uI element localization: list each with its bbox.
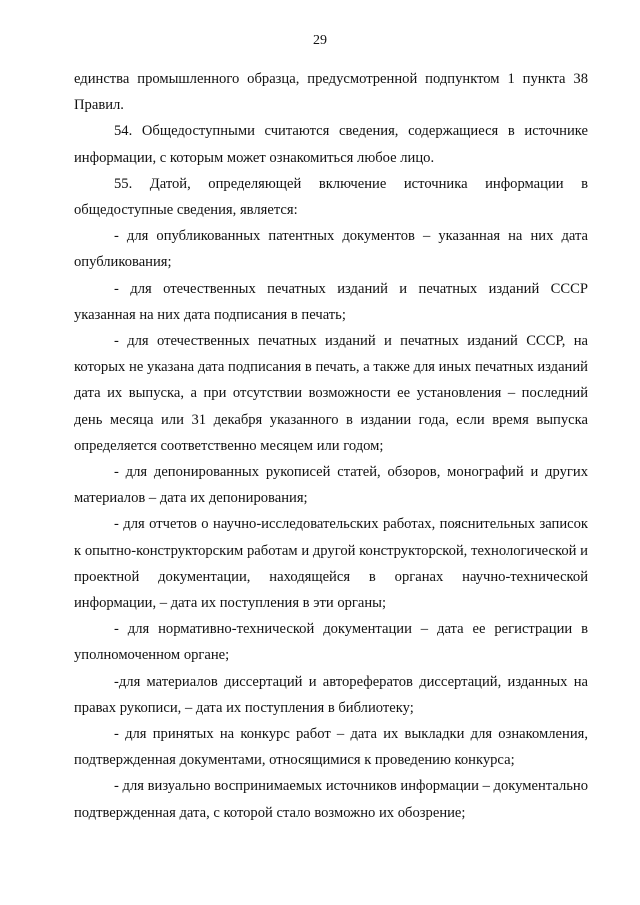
- paragraph-55: 55. Датой, определяющей включение источника информации в общедоступные сведения, является:: [74, 175, 588, 219]
- list-item-patent-documents: - для опубликованных патентных документов – указанная на них дата опубликования;: [74, 228, 588, 271]
- list-item-domestic-publications: - для отечественных печатных изданий и печатных изданий СССР указанная на них дата подписания в печать;: [74, 280, 588, 323]
- page-number: 29: [313, 33, 327, 48]
- paragraph-54: 54. Общедоступными считаются сведения, содержащиеся в источнике информации, с которым может ознакомиться любое лицо.: [74, 123, 588, 166]
- list-item-dissertations: -для материалов диссертаций и авторефератов диссертаций, изданных на правах рукописи, – дата их поступления в библиотеку;: [74, 673, 588, 716]
- list-item-normative-documentation: - для нормативно-технической документации – дата ее регистрации в уполномоченном органе;: [74, 621, 588, 664]
- list-item-competition-works: - для принятых на конкурс работ – дата их выкладки для ознакомления, подтвержденная документами, относящимися к проведению конкурса;: [74, 726, 588, 769]
- list-item-visual-sources: - для визуально воспринимаемых источников информации – документально подтвержденная дата, с которой стало возможно их обозрение;: [74, 778, 588, 821]
- list-item-deposited-manuscripts: - для депонированных рукописей статей, обзоров, монографий и других материалов – дата их депонирования;: [74, 464, 588, 507]
- list-item-undated-publications: - для отечественных печатных изданий и печатных изданий СССР, на которых не указана дата подписания в печать, а также для иных печатных изданий дата их выпуска, а при отсутствии возможности ее установления – последний день месяца или 31 декабря указанного в издании года, если время выпуска определяется соответственно месяцем или годом;: [74, 333, 588, 454]
- paragraph-continuation: единства промышленного образца, предусмотренной подпунктом 1 пункта 38 Правил.: [74, 71, 588, 114]
- body-text: [74, 66, 588, 826]
- list-item-research-reports: - для отчетов о научно-исследовательских работах, пояснительных записок к опытно-конструкторским работам и другой конструкторской, технологической и проектной документации, находящейся в органах научно-технической информации, – дата их поступления в эти органы;: [74, 516, 588, 612]
